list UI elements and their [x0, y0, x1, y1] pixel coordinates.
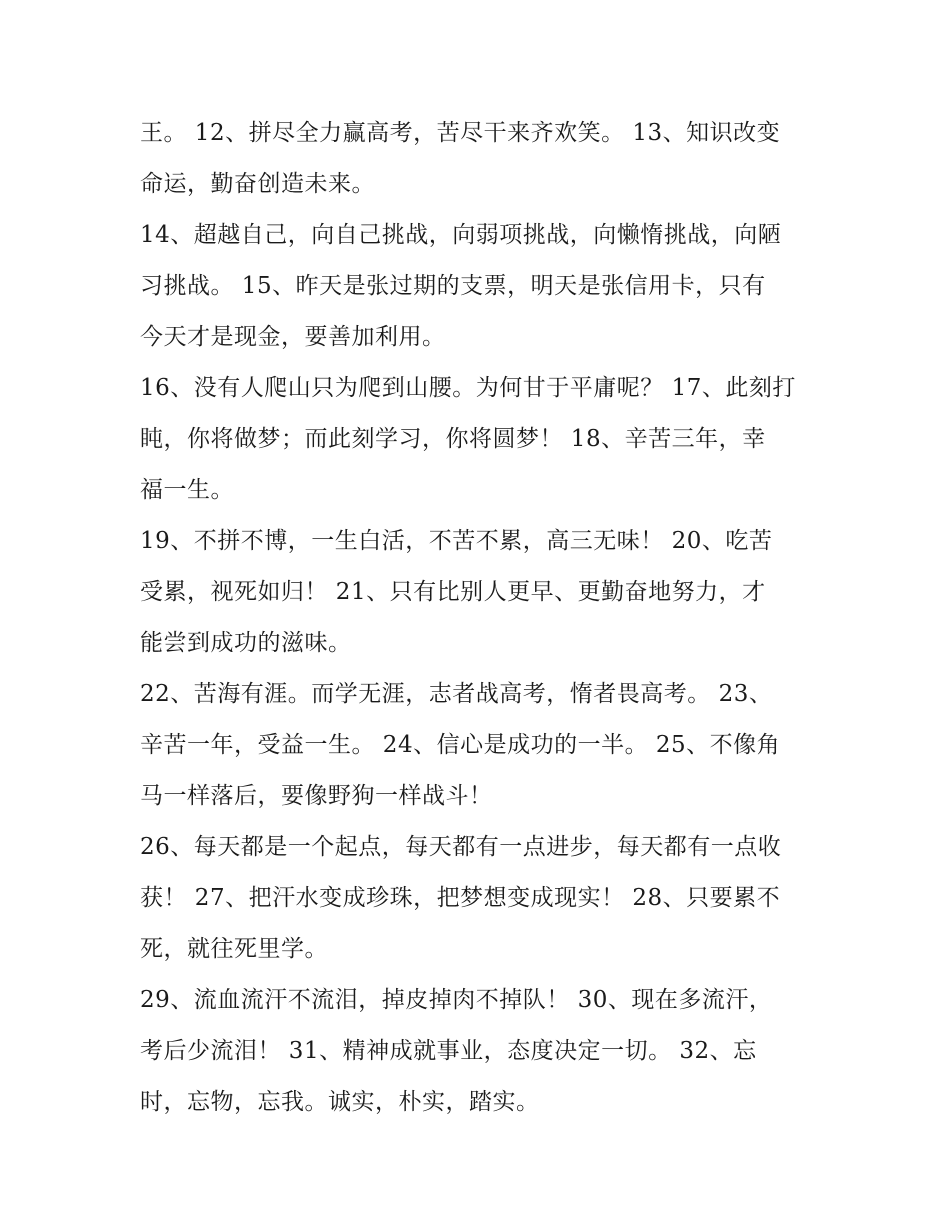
text-line: 死，就往死里学。: [140, 936, 328, 962]
text-line: 时，忘物，忘我。诚实，朴实，踏实。: [140, 1089, 540, 1115]
text-line: 19、不拼不博，一生白活，不苦不累，高三无味！ 20、吃苦: [140, 528, 773, 554]
text-line: 22、苦海有涯。而学无涯，志者战高考，惰者畏高考。 23、: [140, 681, 773, 707]
text-line: 命运，勤奋创造未来。: [140, 171, 375, 197]
text-line: 16、没有人爬山只为爬到山腰。为何甘于平庸呢？ 17、此刻打: [140, 375, 796, 401]
text-line: 辛苦一年，受益一生。 24、信心是成功的一半。 25、不像角: [140, 732, 781, 758]
text-line: 习挑战。 15、昨天是张过期的支票，明天是张信用卡，只有: [140, 273, 766, 299]
text-line: 福一生。: [140, 477, 234, 503]
text-line: 王。 12、拼尽全力赢高考，苦尽干来齐欢笑。 13、知识改变: [140, 120, 781, 146]
text-line: 26、每天都是一个起点，每天都有一点进步，每天都有一点收: [140, 834, 782, 860]
text-line: 考后少流泪！ 31、精神成就事业，态度决定一切。 32、忘: [140, 1038, 757, 1064]
text-line: 能尝到成功的滋味。: [140, 630, 352, 656]
text-line: 29、流血流汗不流泪，掉皮掉肉不掉队！ 30、现在多流汗，: [140, 987, 773, 1013]
text-line: 获！ 27、把汗水变成珍珠，把梦想变成现实！ 28、只要累不: [140, 885, 781, 911]
text-line: 马一样落后，要像野狗一样战斗！: [140, 783, 493, 809]
text-line: 受累，视死如归！ 21、只有比别人更早、更勤奋地努力，才: [140, 579, 766, 605]
document-body: [140, 108, 830, 1128]
text-line: 14、超越自己，向自己挑战，向弱项挑战，向懒惰挑战，向陋: [140, 222, 782, 248]
text-line: 今天才是现金，要善加利用。: [140, 324, 446, 350]
text-line: 盹，你将做梦；而此刻学习，你将圆梦！ 18、辛苦三年，幸: [140, 426, 766, 452]
